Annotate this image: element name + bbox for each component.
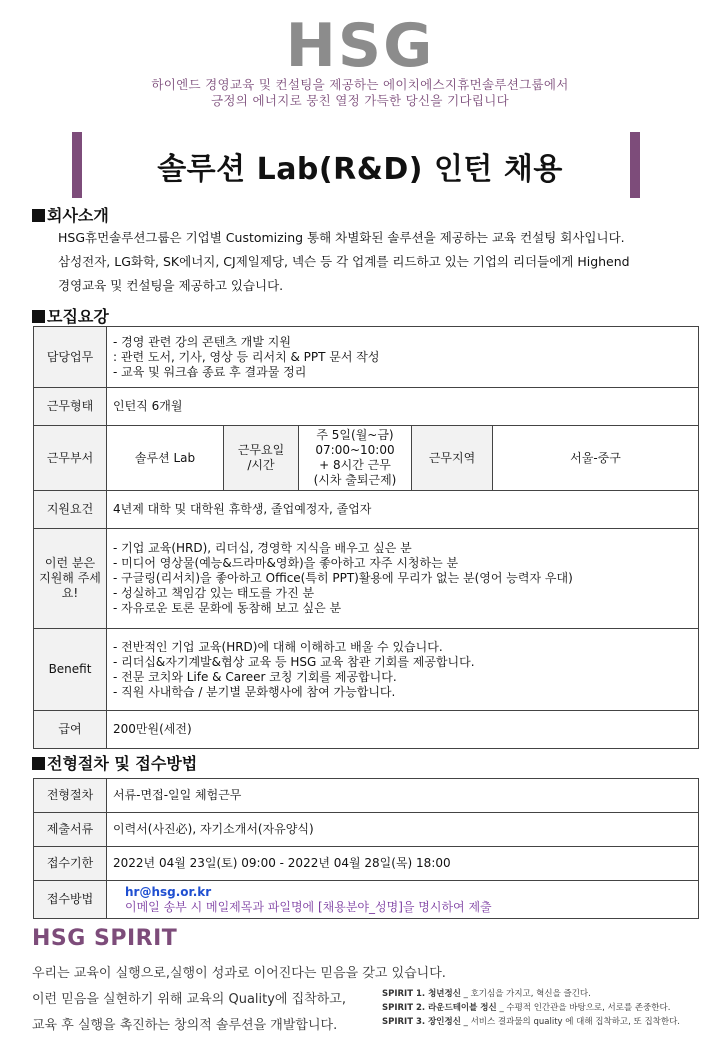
row-value — [107, 327, 699, 388]
benefit-line: - 전반적인 기업 교육(HRD)에 대해 이해하고 배울 수 있습니다. — [113, 639, 443, 654]
tagline — [0, 77, 720, 109]
row-value: 인턴직 6개월 — [107, 388, 699, 426]
square-bullet-icon — [32, 209, 45, 222]
table-row — [34, 813, 699, 847]
method-note: 이메일 송부 시 메일제목과 파일명에 [채용분야_성명]을 명시하여 제출 — [125, 899, 492, 914]
wanted-label-line: 지원해 주세요! — [39, 571, 101, 600]
title-accent-bar-left — [72, 132, 82, 198]
square-bullet-icon — [32, 757, 45, 770]
region-value: 서울-중구 — [493, 426, 699, 491]
row-value — [107, 881, 699, 919]
row-value: 2022년 04월 23일(토) 09:00 - 2022년 04월 28일(목) 18:00 — [107, 847, 699, 881]
row-value: 서류-면접-일일 체험근무 — [107, 779, 699, 813]
spirit-line-1: 우리는 교육이 실행으로,실행이 성과로 이어진다는 믿음을 갖고 있습니다. — [32, 966, 446, 981]
intro-line: 경영교육 및 컨설팅을 제공하고 있습니다. — [58, 278, 284, 293]
duty-line: - 교육 및 워크숍 종료 후 결과물 정리 — [113, 364, 307, 379]
spirit-item — [382, 987, 680, 1001]
benefit-line: - 직원 사내학습 / 분기별 문화행사에 참여 가능합니다. — [113, 684, 396, 699]
row-label: 제출서류 — [34, 813, 107, 847]
row-label: 담당업무 — [34, 327, 107, 388]
tagline-line-1: 하이엔드 경영교육 및 컨설팅을 제공하는 에이치에스지휴먼솔루션그룹에서 — [151, 77, 569, 92]
table-row — [34, 491, 699, 529]
section-heading-recruit — [32, 304, 109, 327]
square-bullet-icon — [32, 310, 45, 323]
process-table — [33, 778, 699, 919]
row-label: 근무부서 — [34, 426, 107, 491]
dept-value: 솔루션 Lab — [107, 426, 224, 491]
intro-line: HSG휴먼솔루션그룹은 기업별 Customizing 통해 차별화된 솔루션을 제공하는 교육 컨설팅 회사입니다. — [58, 230, 625, 245]
days-line: 주 5일(월~금) — [316, 428, 394, 442]
days-line: (시차 출퇴근제) — [313, 473, 397, 487]
row-label: 지원요건 — [34, 491, 107, 529]
table-row — [34, 327, 699, 388]
wanted-label-line: 이런 분은 — [44, 556, 96, 570]
table-row — [34, 711, 699, 749]
table-row — [34, 847, 699, 881]
days-label-line: 근무요일 — [237, 443, 285, 457]
row-value: 200만원(세전) — [107, 711, 699, 749]
row-value — [107, 629, 699, 711]
spirit-item-head: SPIRIT 1. 청년정신 — [382, 989, 461, 999]
days-line: 07:00~10:00 — [315, 443, 395, 457]
row-label: 급여 — [34, 711, 107, 749]
section-heading-company — [32, 203, 109, 226]
spirit-title: HSG SPIRIT — [32, 926, 178, 951]
row-value: 4년제 대학 및 대학원 휴학생, 졸업예정자, 졸업자 — [107, 491, 699, 529]
section-heading-process — [32, 751, 197, 774]
company-intro — [58, 226, 698, 298]
days-label — [224, 426, 299, 491]
row-label: Benefit — [34, 629, 107, 711]
section-heading-text: 전형절차 및 접수방법 — [47, 754, 198, 773]
title-accent-bar-right — [630, 132, 640, 198]
spirit-list — [382, 987, 680, 1029]
table-row — [34, 779, 699, 813]
table-row — [34, 426, 699, 491]
benefit-line: - 리더십&자기계발&협상 교육 등 HSG 교육 참관 기회를 제공합니다. — [113, 654, 475, 669]
benefit-line: - 전문 코치와 Life & Career 코칭 기회를 제공합니다. — [113, 669, 397, 684]
table-row — [34, 529, 699, 629]
wanted-line: - 구글링(리서치)을 좋아하고 Office(특히 PPT)활용에 무리가 없는 분(영어 능력자 우대) — [113, 571, 573, 585]
spirit-item-head: SPIRIT 2. 라운드테이블 정신 — [382, 1003, 497, 1013]
spirit-item-desc: _ 서비스 결과물의 quality 에 대해 집착하고, 또 집착한다. — [463, 1017, 680, 1027]
section-heading-text: 모집요강 — [47, 307, 109, 326]
recruit-table — [33, 326, 699, 749]
table-row — [34, 881, 699, 919]
region-label: 근무지역 — [412, 426, 493, 491]
page-title: 솔루션 Lab(R&D) 인턴 채용 — [157, 152, 563, 187]
spirit-item — [382, 1001, 680, 1015]
spirit-item — [382, 1015, 680, 1029]
spirit-item-desc: _ 수평적 인간관을 바탕으로, 서로를 존중한다. — [499, 1003, 671, 1013]
days-value — [299, 426, 412, 491]
wanted-line: - 기업 교육(HRD), 리더십, 경영학 지식을 배우고 싶은 분 — [113, 541, 412, 555]
row-value: 이력서(사진必), 자기소개서(자유양식) — [107, 813, 699, 847]
days-line: + 8시간 근무 — [319, 458, 391, 472]
spirit-line-2: 이런 믿음을 실현하기 위해 교육의 Quality에 집착하고, — [32, 992, 346, 1007]
row-value — [107, 529, 699, 629]
row-label: 전형절차 — [34, 779, 107, 813]
wanted-line: - 성실하고 책임감 있는 태도를 가진 분 — [113, 586, 315, 600]
duty-line: : 관련 도서, 기사, 영상 등 리서치 & PPT 문서 작성 — [113, 349, 380, 364]
hsg-logo-icon — [285, 12, 435, 72]
spirit-item-head: SPIRIT 3. 장인정신 — [382, 1017, 461, 1027]
intro-line: 삼성전자, LG화학, SK에너지, CJ제일제당, 넥슨 등 각 업계를 리드하고 있는 기업의 리더들에게 Highend — [58, 254, 630, 269]
email-link[interactable]: hr@hsg.or.kr — [125, 884, 212, 899]
wanted-line: - 미디어 영상물(예능&드라마&영화)을 좋아하고 자주 시청하는 분 — [113, 556, 459, 570]
table-row — [34, 388, 699, 426]
row-label: 접수기한 — [34, 847, 107, 881]
table-row — [34, 629, 699, 711]
spirit-item-desc: _ 호기심을 가지고, 혁신을 즐긴다. — [463, 989, 591, 999]
spirit-line-3: 교육 후 실행을 촉진하는 창의적 솔루션을 개발합니다. — [32, 1018, 338, 1033]
row-label — [34, 529, 107, 629]
duty-line: - 경영 관련 강의 콘텐츠 개발 지원 — [113, 334, 291, 349]
svg-text:HSG: HSG — [285, 12, 435, 72]
section-heading-text: 회사소개 — [47, 206, 109, 225]
row-label: 접수방법 — [34, 881, 107, 919]
row-label: 근무형태 — [34, 388, 107, 426]
company-logo — [0, 12, 720, 76]
wanted-line: - 자유로운 토론 문화에 동참해 보고 싶은 분 — [113, 601, 342, 615]
tagline-line-2: 긍정의 에너지로 뭉친 열정 가득한 당신을 기다립니다 — [211, 93, 509, 108]
days-label-line: /시간 — [247, 458, 275, 472]
